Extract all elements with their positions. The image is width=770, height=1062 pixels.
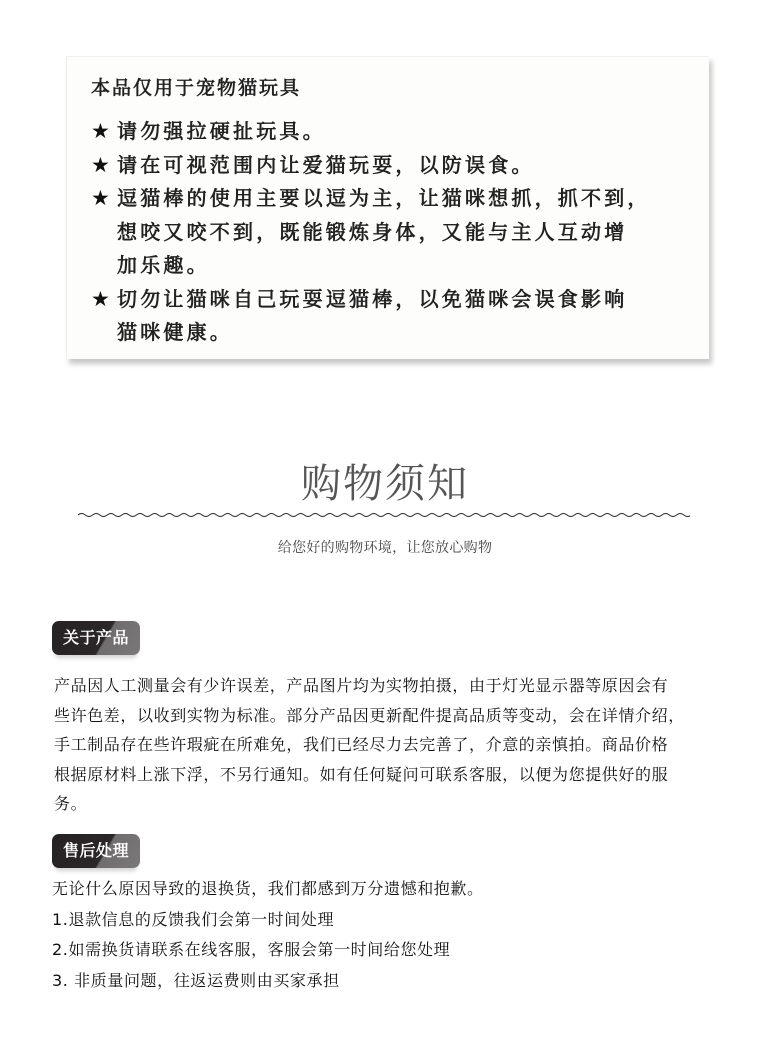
after-sale-list xyxy=(52,874,732,996)
paragraph-line: 根据原材料上涨下浮，不另行通知。如有任何疑问可联系客服，以便为您提供好的服 xyxy=(54,764,669,784)
about-product-paragraph xyxy=(54,671,734,819)
after-sale-item: 3. 非质量问题，往返运费则由买家承担 xyxy=(52,970,340,990)
notice-item-text: 请勿强拉硬扯玩具。 xyxy=(117,119,326,143)
notice-item xyxy=(91,283,701,350)
pet-toy-notice-card xyxy=(66,56,709,359)
shopping-notice-title: 购物须知 xyxy=(301,461,469,507)
paragraph-line: 手工制品存在些许瑕疵在所难免，我们已经尽力去完善了，介意的亲慎拍。商品价格 xyxy=(54,735,669,754)
notice-item-text: 想咬又咬不到，既能锻炼身体，又能与主人互动增 xyxy=(117,219,628,244)
notice-item-text: 加乐趣。 xyxy=(117,253,210,277)
paragraph-line: 产品因人工测量会有少许误差，产品图片均为实物拍摄，由于灯光显示器等原因会有 xyxy=(54,676,669,695)
after-sale-badge: 售后处理 xyxy=(52,834,140,868)
notice-item-text: 请在可视范围内让爱猫玩耍，以防误食。 xyxy=(117,152,535,177)
notice-item xyxy=(91,182,701,283)
paragraph-line: 些许色差，以收到实物为标准。部分产品因更新配件提高品质等变动，会在详情介绍， xyxy=(54,705,685,725)
paragraph-line: 务。 xyxy=(54,794,88,813)
notice-title: 本品仅用于宠物猫玩具 xyxy=(91,77,302,99)
star-icon: ★ xyxy=(91,286,110,311)
star-icon: ★ xyxy=(91,152,110,177)
notice-item-text: 猫咪健康。 xyxy=(117,320,233,344)
about-product-badge: 关于产品 xyxy=(52,621,140,655)
notice-list xyxy=(91,115,701,350)
notice-item-text: 逗猫棒的使用主要以逗为主，让猫咪想抓，抓不到， xyxy=(117,186,651,210)
shopping-notice-subtitle: 给您好的购物环境，让您放心购物 xyxy=(277,540,493,556)
after-sale-intro: 无论什么原因导致的退换货，我们都感到万分遗憾和抱歉。 xyxy=(52,879,484,898)
notice-item-text: 切勿让猫咪自己玩耍逗猫棒，以免猫咪会误食影响 xyxy=(117,286,628,311)
star-icon: ★ xyxy=(91,186,110,210)
wave-divider-icon xyxy=(78,508,690,522)
notice-item xyxy=(91,115,701,149)
after-sale-item: 2.如需换货请联系在线客服，客服会第一时间给您处理 xyxy=(52,940,451,959)
after-sale-item: 1.退款信息的反馈我们会第一时间处理 xyxy=(52,909,335,929)
star-icon: ★ xyxy=(91,119,110,143)
notice-item xyxy=(91,149,701,183)
